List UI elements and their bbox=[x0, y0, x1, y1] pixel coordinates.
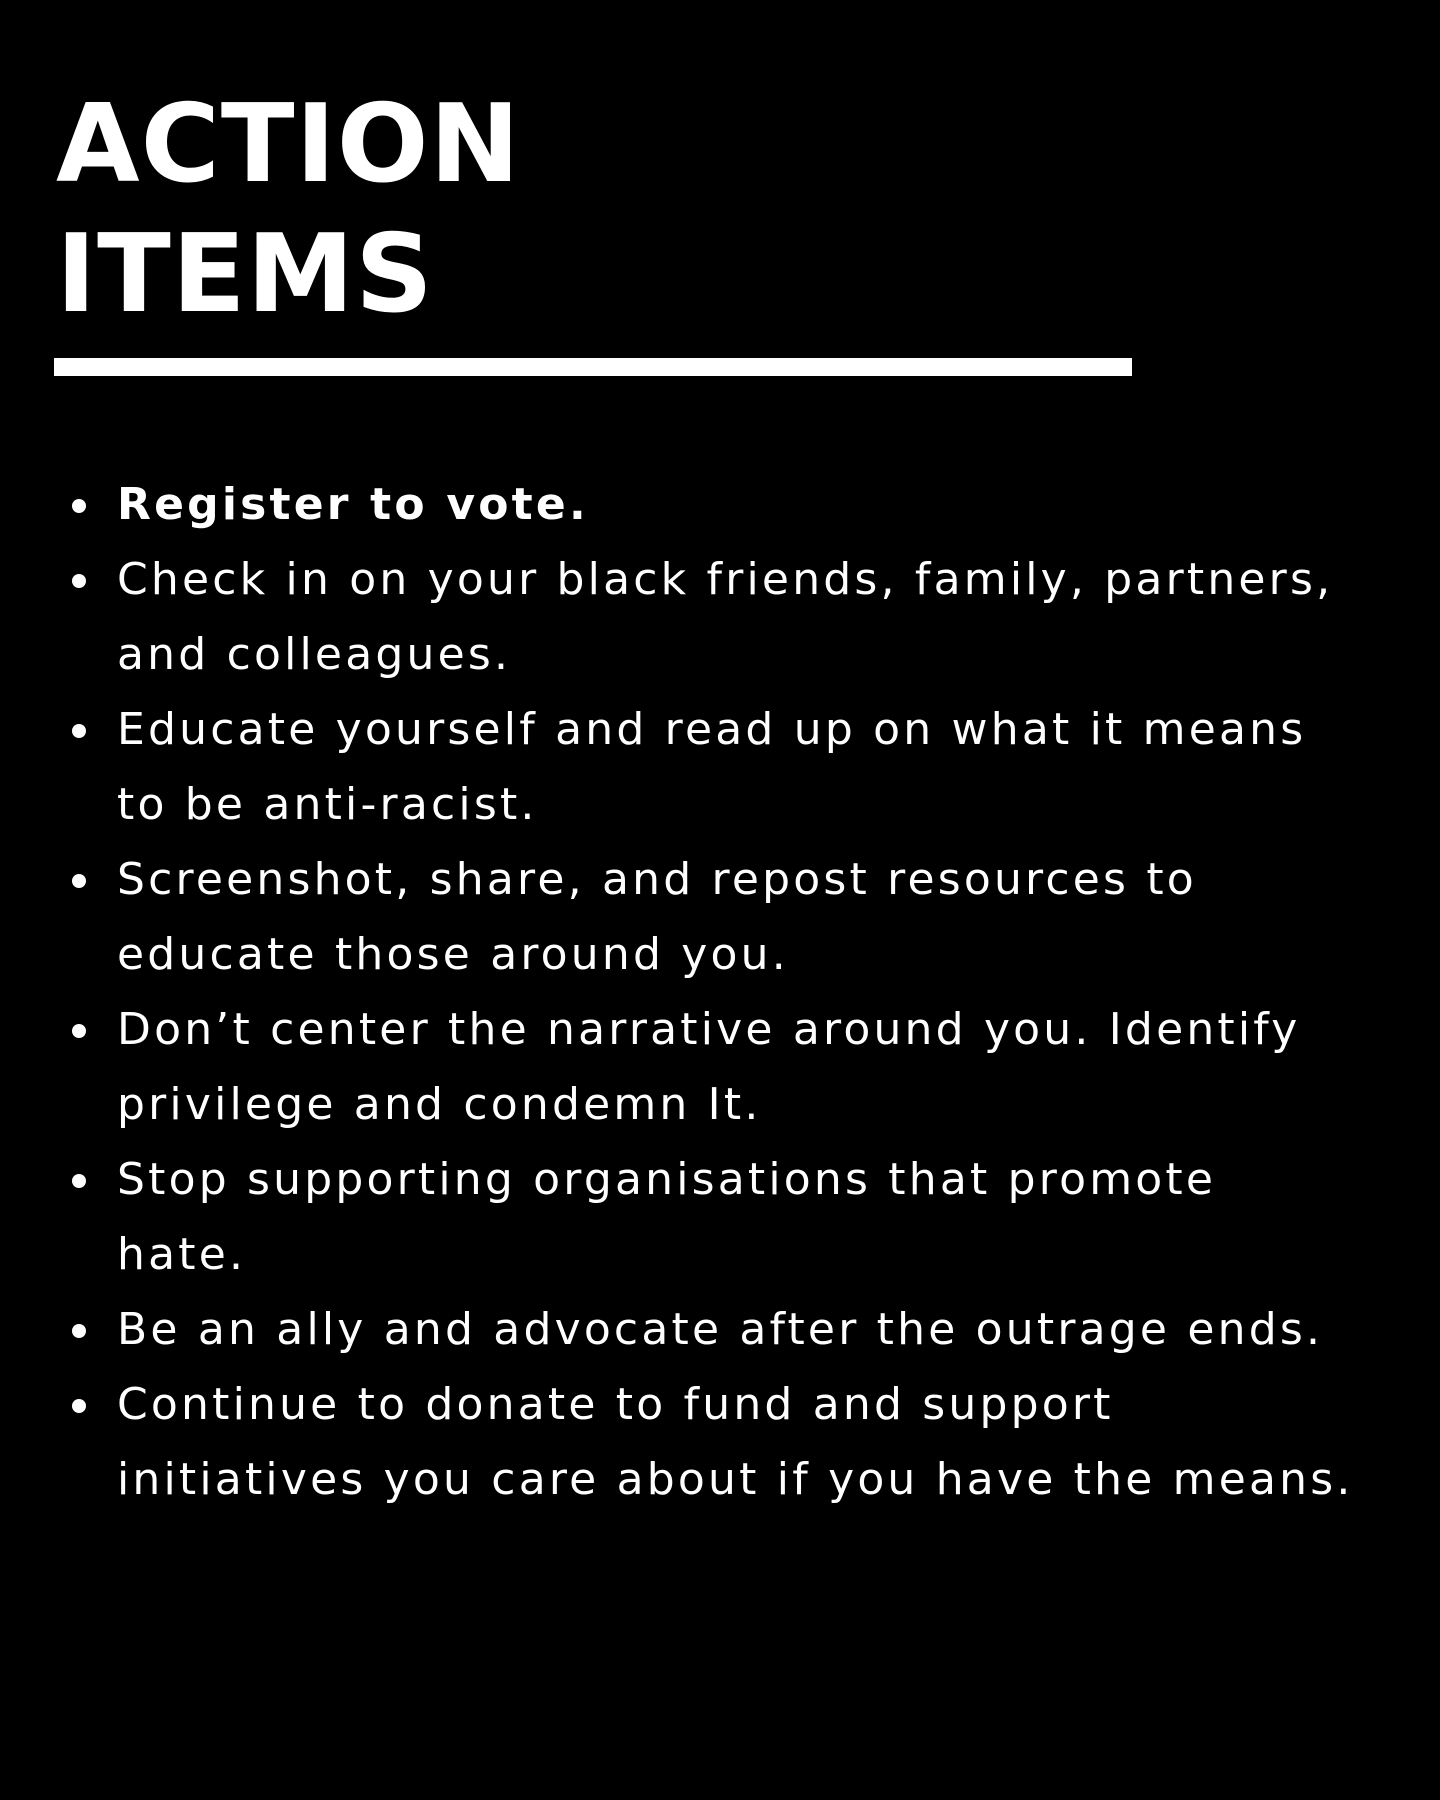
bullet-icon bbox=[72, 574, 86, 588]
bullet-icon bbox=[72, 1174, 86, 1188]
bullet-icon bbox=[72, 724, 86, 738]
list-item bbox=[68, 1142, 1388, 1292]
bullet-icon bbox=[72, 1399, 86, 1413]
list-item bbox=[68, 1292, 1388, 1367]
title-line-2: ITEMS bbox=[56, 212, 434, 337]
action-items-list bbox=[68, 467, 1388, 1517]
list-item bbox=[68, 992, 1388, 1142]
list-item-text: educate those around you. bbox=[117, 929, 789, 980]
list-item-text: Be an ally and advocate after the outrage ends. bbox=[117, 1304, 1324, 1355]
list-item-text: Check in on your black friends, family, partners, bbox=[117, 554, 1334, 605]
list-item-text: initiatives you care about if you have the means. bbox=[117, 1454, 1354, 1505]
bullet-icon bbox=[72, 874, 86, 888]
list-item-text: hate. bbox=[117, 1229, 247, 1280]
list-item bbox=[68, 467, 1388, 542]
list-item-text: Register to vote. bbox=[117, 479, 589, 530]
title-divider bbox=[54, 358, 1132, 376]
list-item-text: Stop supporting organisations that promote bbox=[117, 1154, 1217, 1205]
list-item-text: Continue to donate to fund and support bbox=[117, 1379, 1114, 1430]
list-item-text: Screenshot, share, and repost resources to bbox=[117, 854, 1197, 905]
bullet-icon bbox=[72, 499, 86, 513]
bullet-icon bbox=[72, 1324, 86, 1338]
list-item-text: Educate yourself and read up on what it means bbox=[117, 704, 1307, 755]
list-item bbox=[68, 692, 1388, 842]
list-item-text: Don’t center the narrative around you. Identify bbox=[117, 1004, 1301, 1055]
list-item-text: and colleagues. bbox=[117, 629, 512, 680]
list-item-text: to be anti-racist. bbox=[117, 779, 538, 830]
title-line-1: ACTION bbox=[56, 82, 521, 207]
list-item bbox=[68, 842, 1388, 992]
list-item bbox=[68, 1367, 1388, 1517]
list-item bbox=[68, 542, 1388, 692]
bullet-icon bbox=[72, 1024, 86, 1038]
list-item-text: privilege and condemn It. bbox=[117, 1079, 762, 1130]
page-title bbox=[56, 80, 756, 340]
